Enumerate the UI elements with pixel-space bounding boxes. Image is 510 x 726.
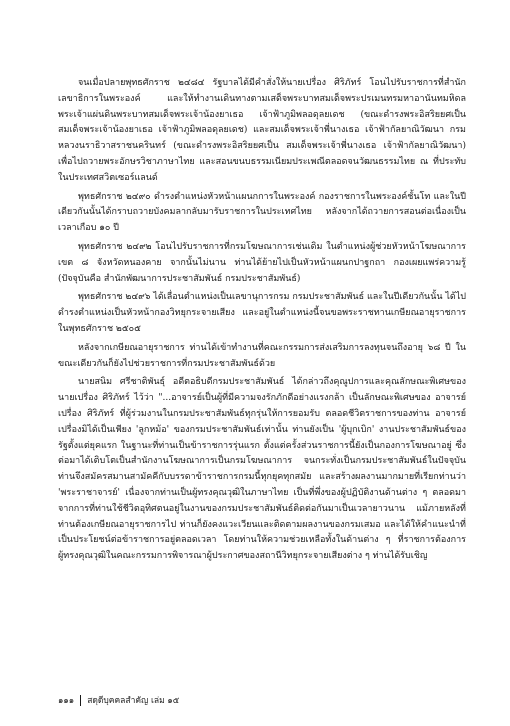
paragraph-5: หลังจากเกษียณอายุราชการ ท่านได้เข้าทำงานที่คณะกรรมการส่งเสริมการลงทุนจนถึงอายุ ๖๘ ปี ในขณะเดียวกันก็ยังไปช่วยราชการที่กรมประชาสัมพันธ์ด้วย bbox=[58, 342, 466, 369]
page-footer bbox=[58, 693, 458, 707]
paragraph-1: จนเมื่อปลายพุทธศักราช ๒๔๘๔ รัฐบาลได้มีคำสั่งให้นายเปรื่อง ศิริภัทร์ โอนไปรับราชการที่สำนักเลขาธิการในพระองค์ และให้ทำงานเดินทางตามเสด็จพระบาทสมเด็จพระปรเมนทรมหาอานันทมหิดล พระเจ้าแผ่นดินพระบาทสมเด็จพระเจ้าน้องยาเธอ เจ้าฟ้าภูมิพลอดุลยเดช (ขณะดำรงพระอิสริยยศเป็น สมเด็จพระเจ้าน้องยาเธอ เจ้าฟ้าภูมิพลอดุลยเดช) และสมเด็จพระเจ้าพี่นางเธอ เจ้าฟ้ากัลยาณิวัฒนา กรมหลวงนราธิวาสราชนครินทร์ (ขณะดำรงพระอิสริยยศเป็น สมเด็จพระเจ้าพี่นางเธอ เจ้าฟ้ากัลยาณิวัฒนา) เพื่อไปถวายพระอักษรวิชาภาษาไทย และสอนขนบธรรมเนียมประเพณีตลอดจนวัฒนธรรมไทย ณ ที่ประทับในประเทศสวิตเซอร์แลนด์ bbox=[58, 78, 466, 183]
page-body bbox=[58, 76, 466, 568]
paragraph-4: พุทธศักราช ๒๔๙๖ ได้เลื่อนตำแหน่งเป็นเลขานุการกรม กรมประชาสัมพันธ์ และในปีเดียวกันนั้น ได้ไปดำรงตำแหน่งเป็นหัวหน้ากองวิทยุกระจายเสียง และอยู่ในตำแหน่งนี้จนขอพระราชทานเกษียณอายุราชการ ในพุทธศักราช ๒๕๐๕ bbox=[58, 292, 466, 334]
page-number: ๑๑๑ bbox=[58, 696, 75, 706]
publication-title: สดุดีบุคคลสำคัญ เล่ม ๑๕ bbox=[87, 696, 180, 706]
paragraph-3: พุทธศักราช ๒๔๙๒ โอนไปรับราชการที่กรมโฆษณาการเช่นเดิม ในตำแหน่งผู้ช่วยหัวหน้าโฆษณาการ เขต ๘ จังหวัดหนองคาย จากนั้นไม่นาน ท่านได้ย้ายไปเป็นหัวหน้าแผนกปาฐกถา กองเผยแพร่ความรู้ (ปัจจุบันคือ สำนักพัฒนาการประชาสัมพันธ์ กรมประชาสัมพันธ์) bbox=[58, 241, 466, 284]
paragraph-2: พุทธศักราช ๒๔๙๐ ดำรงตำแหน่งหัวหน้าแผนกการในพระองค์ กองราชการในพระองค์ชั้นโท และในปีเดียวกันนั้นได้กราบถวายบังคมลากลับมารับราชการในประเทศไทย หลังจากได้ถวายการสอนต่อเนื่องเป็นเวลาเกือบ ๑๐ ปี bbox=[58, 191, 466, 234]
footer-divider bbox=[80, 695, 81, 706]
paragraph-quote: นายสนิม ศรีชาติพันธุ์ อดีตอธิบดีกรมประชาสัมพันธ์ ได้กล่าวถึงคุณูปการและคุณลักษณะพิเศษของนายเปรื่อง ศิริภัทร์ ไว้ว่า "...อาจารย์เป็นผู้ที่มีความจงรักภักดีอย่างแรงกล้า เป็นลักษณะพิเศษของ อาจารย์เปรื่อง ศิริภัทร์ ที่ผู้ร่วมงานในกรมประชาสัมพันธ์ทุกรุ่นให้การยอมรับ ตลอดชีวิตราชการของท่าน อาจารย์เปรื่องมิได้เป็นเพียง 'ลูกหม้อ' ของกรมประชาสัมพันธ์เท่านั้น ท่านยังเป็น 'ผู้บุกเบิก' งานประชาสัมพันธ์ของรัฐตั้งแต่ยุคแรก ในฐานะที่ท่านเป็นข้าราชการรุ่นแรก ตั้งแต่ครั้งส่วนราชการนี้ยังเป็นกองการโฆษณาอยู่ ซึ่งต่อมาได้เติบโตเป็นสำนักงานโฆษณาการเป็นกรมโฆษณาการ จนกระทั่งเป็นกรมประชาสัมพันธ์ในปัจจุบัน ท่านจึงสมัครสมานสามัคคีกับบรรดาข้าราชการกรมนี้ทุกยุคทุกสมัย และสร้างผลงานมากมายที่เรียกท่านว่า 'พระราชาจารย์' เนื่องจากท่านเป็นผู้ทรงคุณวุฒิในภาษาไทย เป็นที่พึ่งของผู้ปฏิบัติงานด้านต่าง ๆ ตลอดมา จากการที่ท่านใช้ชีวิตอุทิศตนอยู่ในงานของกรมประชาสัมพันธ์ติดต่อกันมาเป็นเวลายาวนาน แม้ภายหลังที่ท่านต้องเกษียณอายุราชการไป ท่านก็ยังคงแวะเวียนและติดตามผลงานของกรมเสมอ และได้ให้คำแนะนำที่เป็นประโยชน์ต่อข้าราชการอยู่ตลอดเวลา โดยท่านให้ความช่วยเหลือทั้งในด้านต่าง ๆ ที่ราชการต้องการ ผู้ทรงคุณวุฒิในคณะกรรมการพิจารณาผู้ประกาศของสถานีวิทยุกระจายเสียงต่าง ๆ ท่านได้รับเชิญ bbox=[58, 377, 466, 562]
